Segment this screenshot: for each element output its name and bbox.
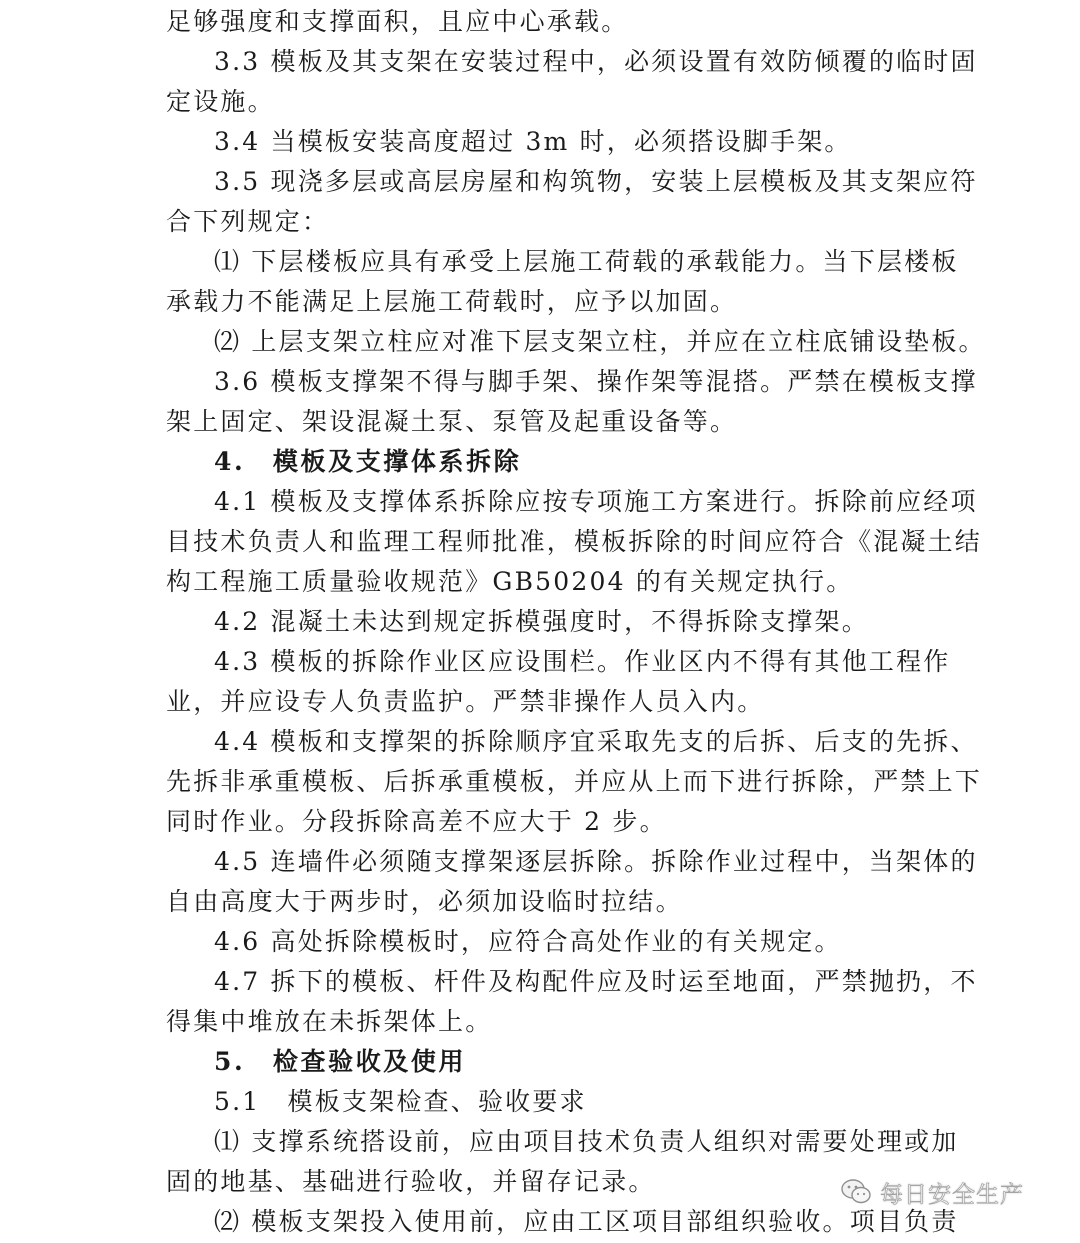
text-line: 构工程施工质量验收规范》GB50204 的有关规定执行。	[166, 567, 854, 596]
text-line: 定设施。	[166, 87, 275, 116]
text-line: 3.4 当模板安装高度超过 3m 时，必须搭设脚手架。	[214, 127, 852, 156]
text-line: 3.6 模板支撑架不得与脚手架、操作架等混搭。严禁在模板支撑	[214, 367, 978, 396]
text-line: 4.7 拆下的模板、杆件及构配件应及时运至地面，严禁抛扔，不	[214, 967, 978, 996]
text-line: 承载力不能满足上层施工荷载时，应予以加固。	[166, 287, 738, 316]
text-line: 先拆非承重模板、后拆承重模板，并应从上而下进行拆除，严禁上下	[166, 767, 983, 796]
text-line: 业，并应设专人负责监护。严禁非操作人员入内。	[166, 687, 765, 716]
text-line: 4.2 混凝土未达到规定拆模强度时，不得拆除支撑架。	[214, 607, 869, 636]
text-line: 4.6 高处拆除模板时，应符合高处作业的有关规定。	[214, 927, 842, 956]
section-heading: 4. 模板及支撑体系拆除	[214, 447, 522, 476]
text-line: 足够强度和支撑面积，且应中心承载。	[166, 7, 629, 36]
text-line: 4.4 模板和支撑架的拆除顺序宜采取先支的后拆、后支的先拆、	[214, 727, 978, 756]
text-line: ⑴ 支撑系统搭设前，应由项目技术负责人组织对需要处理或加	[214, 1127, 959, 1156]
text-line: 4.5 连墙件必须随支撑架逐层拆除。拆除作业过程中，当架体的	[214, 847, 978, 876]
text-line: 目技术负责人和监理工程师批准，模板拆除的时间应符合《混凝土结	[166, 527, 983, 556]
watermark	[840, 1174, 1024, 1210]
subsection-heading: 5.1 模板支架检查、验收要求	[214, 1087, 587, 1116]
text-line: 得集中堆放在未拆架体上。	[166, 1007, 493, 1036]
section-heading: 5. 检查验收及使用	[214, 1047, 467, 1076]
text-line: 4.1 模板及支撑体系拆除应按专项施工方案进行。拆除前应经项	[214, 487, 978, 516]
text-line: ⑵ 上层支架立柱应对准下层支架立柱，并应在立柱底铺设垫板。	[214, 327, 986, 356]
text-line: 自由高度大于两步时，必须加设临时拉结。	[166, 887, 683, 916]
text-line: 固的地基、基础进行验收，并留存记录。	[166, 1167, 656, 1196]
text-line: 合下列规定：	[166, 207, 330, 236]
watermark-text: 每日安全生产	[880, 1181, 1024, 1208]
text-line: ⑴ 下层楼板应具有承受上层施工荷载的承载能力。当下层楼板	[214, 247, 959, 276]
text-line: 架上固定、架设混凝土泵、泵管及起重设备等。	[166, 407, 738, 436]
text-line: 同时作业。分段拆除高差不应大于 2 步。	[166, 807, 667, 836]
text-line: 3.5 现浇多层或高层房屋和构筑物，安装上层模板及其支架应符	[214, 167, 978, 196]
text-line: ⑵ 模板支架投入使用前，应由工区项目部组织验收。项目负责	[214, 1207, 959, 1236]
text-line: 3.3 模板及其支架在安装过程中，必须设置有效防倾覆的临时固	[214, 47, 978, 76]
text-line: 4.3 模板的拆除作业区应设围栏。作业区内不得有其他工程作	[214, 647, 951, 676]
wechat-icon	[840, 1177, 872, 1207]
